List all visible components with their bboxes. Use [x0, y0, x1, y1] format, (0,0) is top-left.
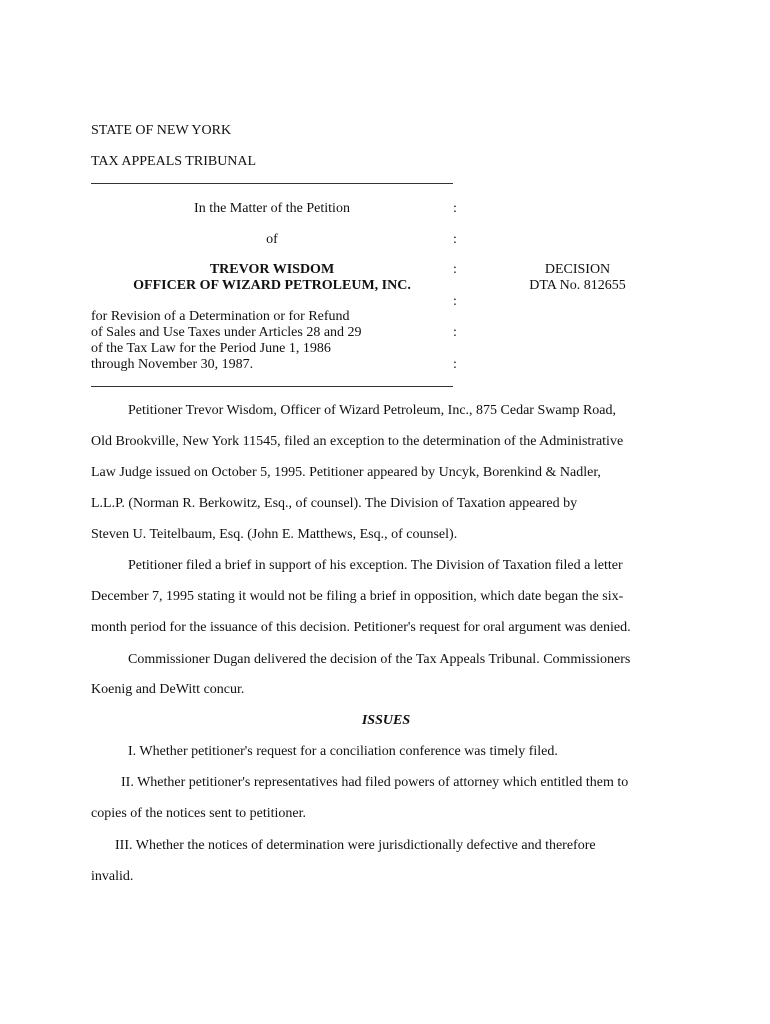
caption-colon: : — [453, 262, 457, 277]
caption-purpose-line: through November 30, 1987. — [91, 357, 254, 372]
body-line: Koenig and DeWitt concur. — [91, 682, 245, 697]
body-line: Petitioner Trevor Wisdom, Officer of Wizard Petroleum, Inc., 875 Cedar Swamp Road, — [128, 403, 617, 418]
caption-colon: : — [453, 201, 457, 216]
issue-line: invalid. — [91, 869, 134, 884]
petitioner-title: OFFICER OF WIZARD PETROLEUM, INC. — [133, 278, 411, 293]
state-header: STATE OF NEW YORK — [91, 123, 232, 138]
issue-line: copies of the notices sent to petitioner. — [91, 806, 307, 821]
decision-number: DTA No. 812655 — [529, 278, 626, 293]
issue-line: II. Whether petitioner's representatives had filed powers of attorney which entitled them to — [121, 775, 629, 790]
caption-matter: In the Matter of the Petition — [194, 201, 350, 216]
tribunal-header: TAX APPEALS TRIBUNAL — [91, 154, 257, 169]
body-line: Law Judge issued on October 5, 1995. Petitioner appeared by Uncyk, Borenkind & Nadler, — [91, 465, 601, 480]
caption-bottom-rule — [91, 386, 453, 387]
body-line: Commissioner Dugan delivered the decision of the Tax Appeals Tribunal. Commissioners — [128, 652, 631, 667]
caption-colon: : — [453, 357, 457, 372]
caption-colon: : — [453, 232, 457, 247]
issues-heading: ISSUES — [361, 713, 411, 728]
body-line: Petitioner filed a brief in support of his exception. The Division of Taxation filed a letter — [128, 558, 623, 573]
caption-colon: : — [453, 325, 457, 340]
caption-top-rule — [91, 183, 453, 184]
body-line: Old Brookville, New York 11545, filed an exception to the determination of the Administrative — [91, 434, 624, 449]
decision-label: DECISION — [544, 262, 611, 277]
caption-colon: : — [453, 294, 457, 309]
caption-purpose-line: for Revision of a Determination or for Refund — [91, 309, 350, 324]
issue-line: III. Whether the notices of determination were jurisdictionally defective and therefore — [115, 838, 596, 853]
petitioner-name: TREVOR WISDOM — [209, 262, 335, 277]
caption-of: of — [266, 232, 278, 247]
body-line: L.L.P. (Norman R. Berkowitz, Esq., of counsel). The Division of Taxation appeared by — [91, 496, 578, 511]
body-line: month period for the issuance of this decision. Petitioner's request for oral argument was denied. — [91, 620, 631, 635]
issue-line: I. Whether petitioner's request for a conciliation conference was timely filed. — [128, 744, 558, 759]
body-line: Steven U. Teitelbaum, Esq. (John E. Matthews, Esq., of counsel). — [91, 527, 458, 542]
caption-purpose-line: of Sales and Use Taxes under Articles 28 and 29 — [91, 325, 362, 340]
caption-purpose-line: of the Tax Law for the Period June 1, 1986 — [91, 341, 331, 356]
body-line: December 7, 1995 stating it would not be filing a brief in opposition, which date began the six- — [91, 589, 624, 604]
